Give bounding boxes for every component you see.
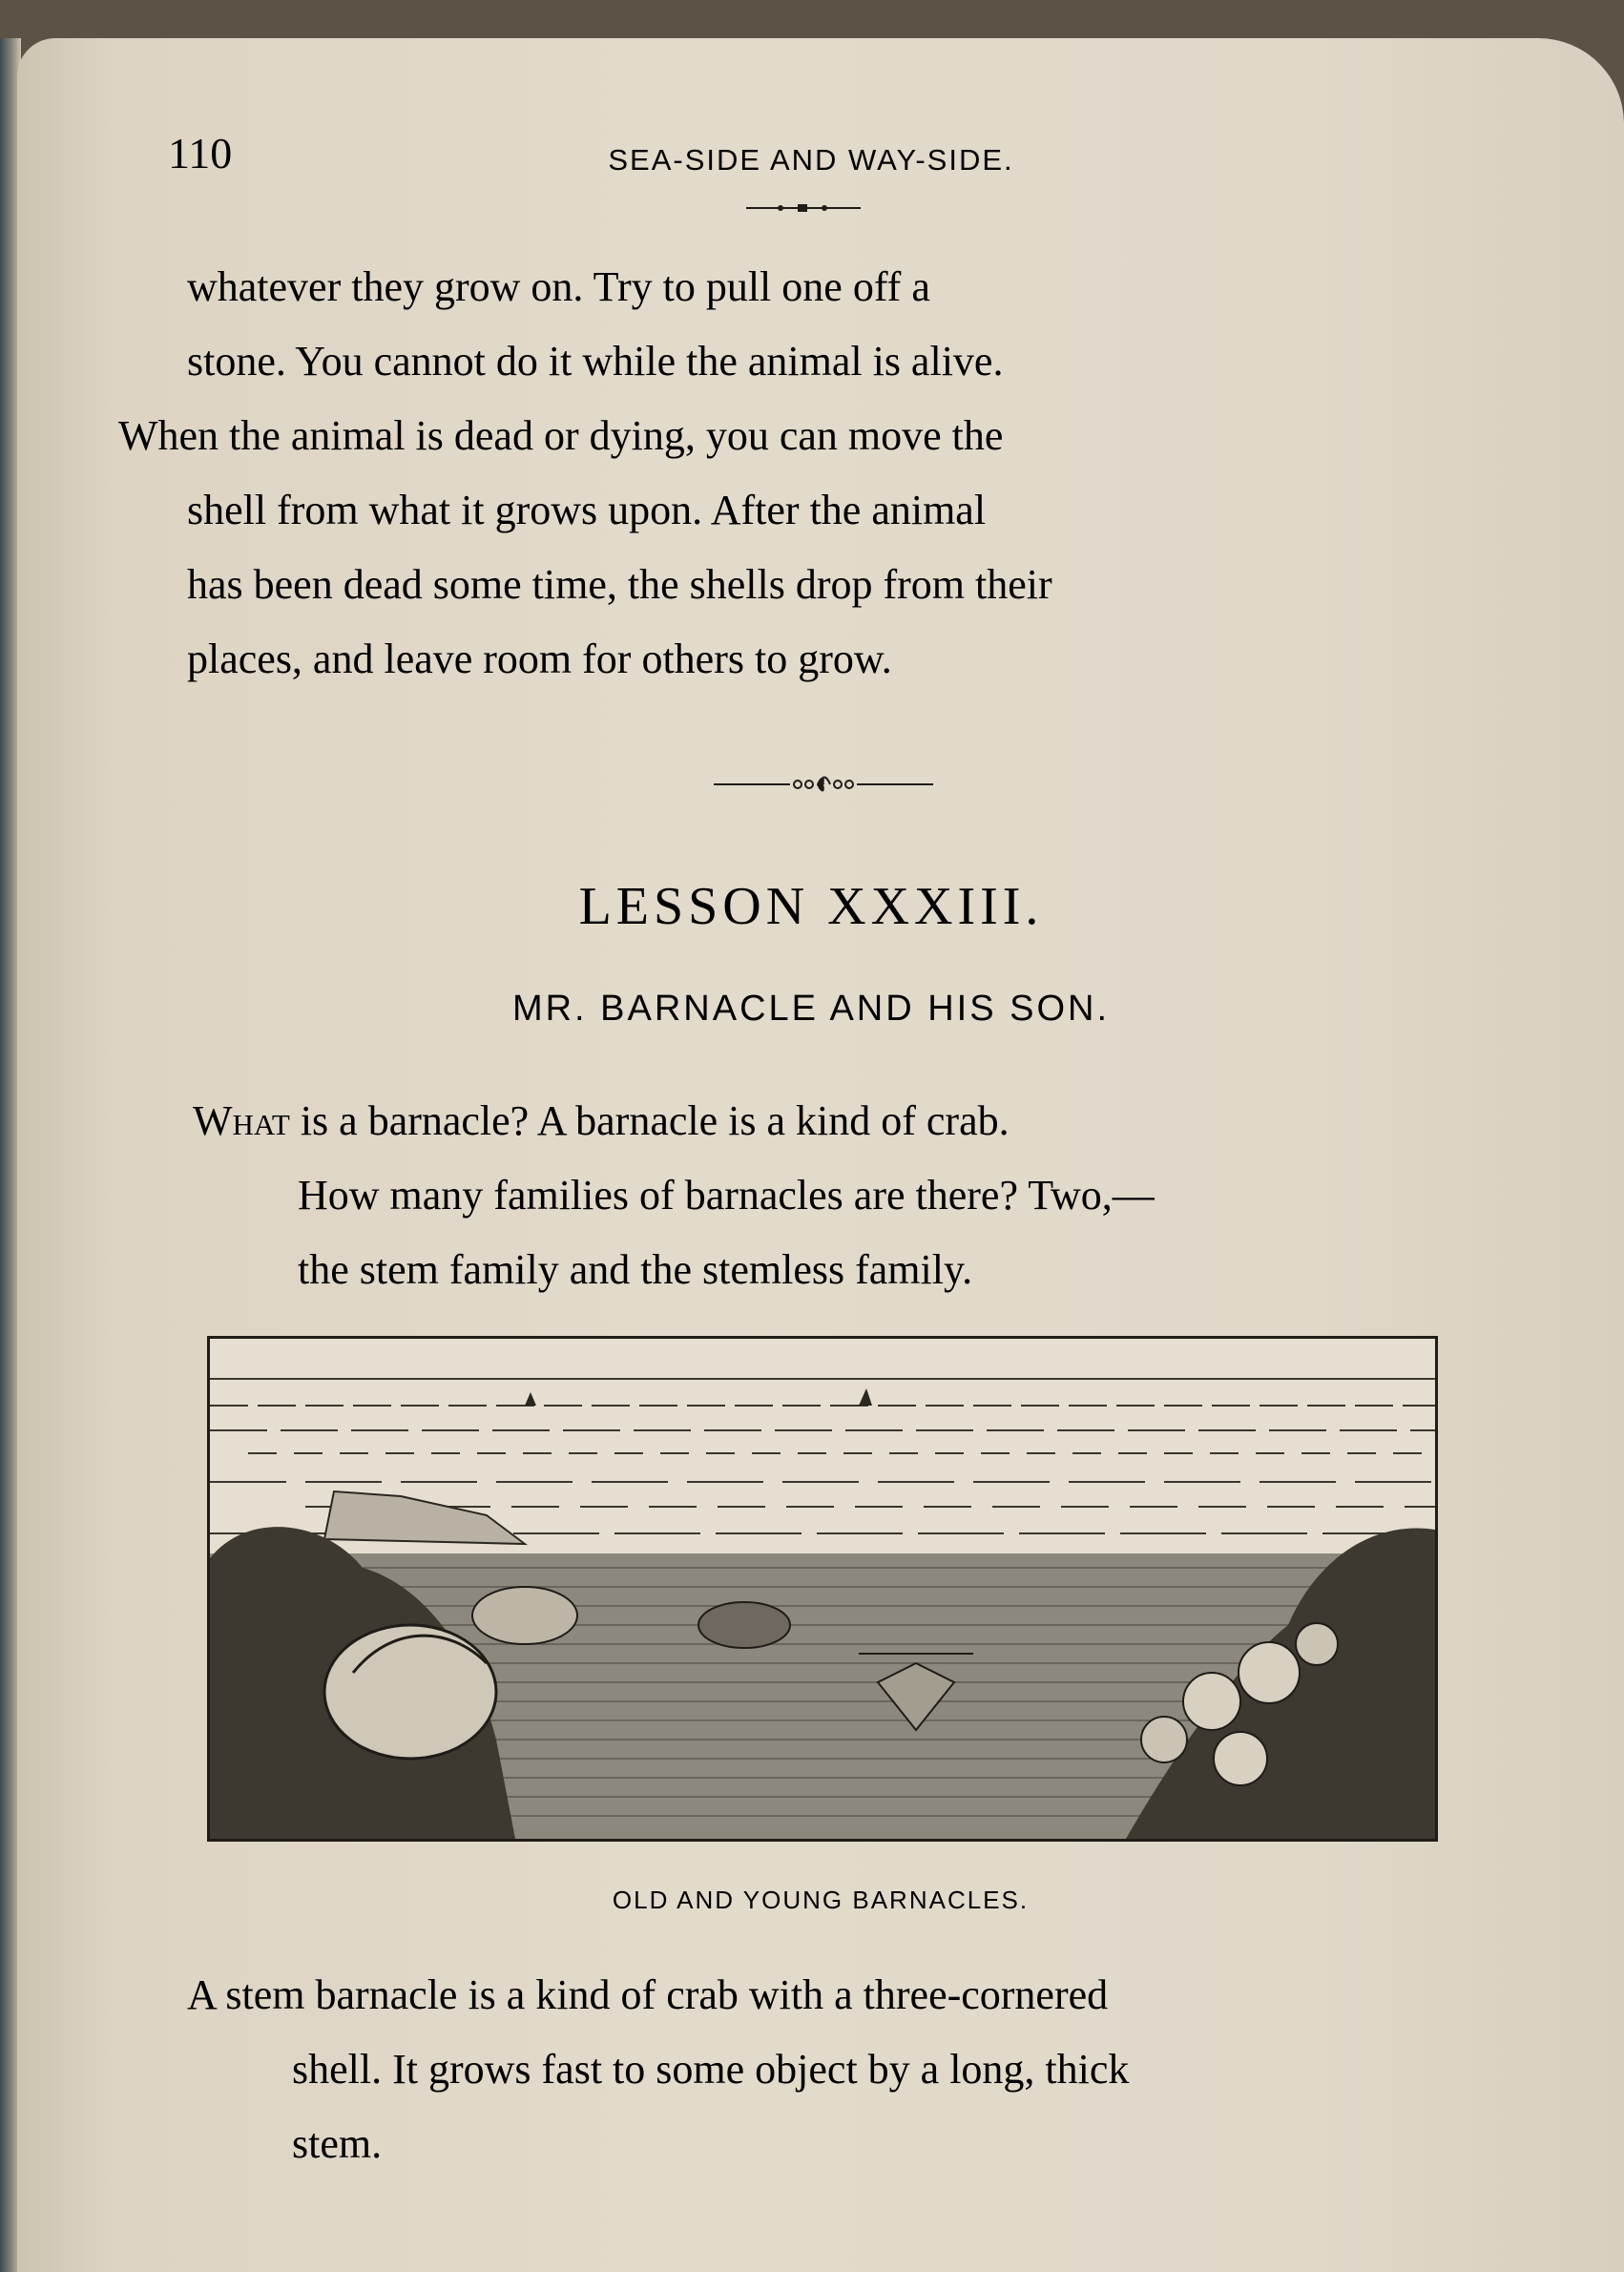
text-line: shell from what it grows upon. After the animal [187,487,987,533]
page-number: 110 [168,129,233,177]
barnacle-engraving [207,1336,1438,1842]
paragraph-continued [118,250,1447,697]
barnacle-shell-icon [1239,1642,1300,1703]
header-rule-ornament [746,202,861,214]
text-line: stone. You cannot do it while the animal is alive. [187,338,1004,385]
lesson-paragraph-stem-barnacle [187,1958,1462,2181]
barnacle-larva-icon [698,1602,790,1648]
lesson-title: LESSON XXXIII. [578,877,1044,936]
distant-boat-icon [859,1388,872,1406]
text-line: How many families of barnacles are there? Two,— [298,1172,1155,1219]
barnacle-shell-icon [1296,1623,1338,1665]
barnacle-shell-icon [1183,1673,1240,1730]
text-line: has been dead some time, the shells drop from their [187,561,1052,608]
engraving-scene [210,1339,1435,1839]
figure-caption: OLD AND YOUNG BARNACLES. [612,1886,1030,1914]
text-line: When the animal is dead or dying, you can move the [118,412,1004,459]
text-line: A stem barnacle is a kind of crab with a three-cornered [187,1971,1109,2018]
section-divider-ornament [714,773,933,796]
barnacle-shell-icon [1141,1717,1187,1762]
text-line: stem. [292,2120,383,2167]
running-head: SEA-SIDE AND WAY-SIDE. [608,143,1014,177]
drop-word: What [193,1097,290,1144]
distant-boat-icon [525,1392,536,1406]
text-line: places, and leave room for others to grow. [187,636,892,682]
barnacle-shell-icon [472,1587,577,1644]
lesson-subtitle: MR. BARNACLE AND HIS SON. [511,989,1111,1029]
barnacle-shell-icon [1214,1732,1267,1785]
text-line: the stem family and the stemless family. [298,1246,973,1293]
text-line [193,1084,1452,1158]
text-fragment: is a barnacle? A barnacle is a kind of crab. [289,1097,1010,1144]
lesson-paragraph-intro [193,1084,1452,1307]
text-line: shell. It grows fast to some object by a long, thick [292,2046,1130,2093]
text-line: whatever they grow on. Try to pull one off a [187,263,930,310]
barnacle-shell-icon [324,1625,496,1759]
distant-island [324,1491,525,1544]
